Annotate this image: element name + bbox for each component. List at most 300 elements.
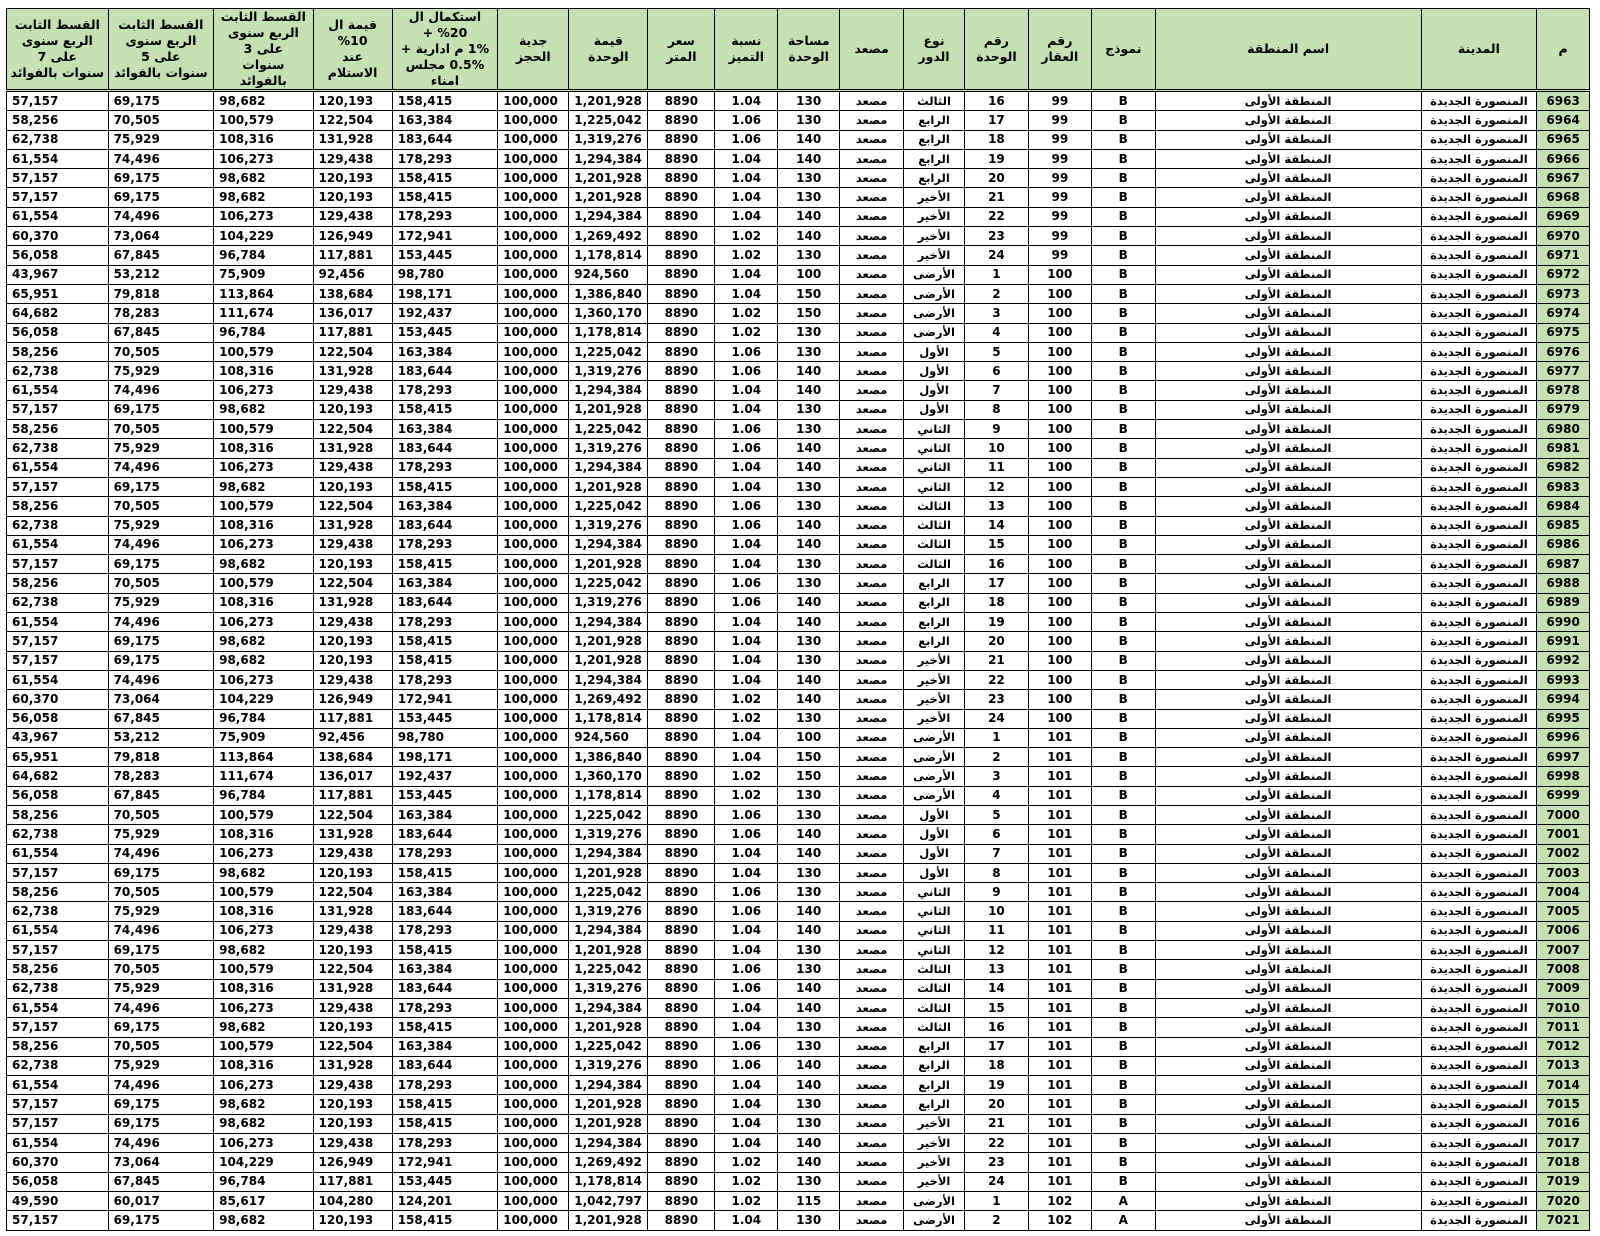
cell-unit-area: 130 [778,323,840,342]
cell-unit-value: 1,360,170 [569,304,648,323]
cell-model: B [1091,535,1155,554]
cell-unit-number: 5 [964,805,1028,824]
cell-unit-area: 130 [778,420,840,439]
cell-installment-7-years: 57,157 [7,651,109,670]
cell-area-name: المنطقة الأولى [1155,439,1421,458]
cell-unit-number: 17 [964,1037,1028,1056]
cell-elevator: مصعد [840,613,904,632]
cell-floor-type: الثاني [904,941,965,960]
cell-meter-price: 8890 [648,1018,715,1037]
cell-unit-area: 140 [778,130,840,149]
cell-handover-payment: 120,193 [313,1114,392,1133]
cell-unit-value: 1,269,492 [569,1153,648,1172]
cell-completion-payment: 158,415 [392,1211,498,1230]
cell-model: B [1091,1095,1155,1114]
cell-model: B [1091,921,1155,940]
cell-model: B [1091,111,1155,130]
cell-premium-ratio: 1.02 [715,246,778,265]
cell-completion-payment: 163,384 [392,960,498,979]
cell-completion-payment: 158,415 [392,1018,498,1037]
cell-installment-7-years: 64,682 [7,767,109,786]
cell-booking-deposit: 100,000 [498,1134,569,1153]
cell-elevator: مصعد [840,1153,904,1172]
cell-area-name: المنطقة الأولى [1155,767,1421,786]
cell-completion-payment: 163,384 [392,1037,498,1056]
cell-floor-type: الأخير [904,207,965,226]
cell-installment-3-years: 100,579 [214,342,313,361]
cell-handover-payment: 120,193 [313,555,392,574]
cell-unit-value: 1,225,042 [569,342,648,361]
cell-handover-payment: 131,928 [313,593,392,612]
cell-premium-ratio: 1.02 [715,1153,778,1172]
cell-row-number: 6996 [1537,728,1590,747]
cell-city: المنصورة الجديدة [1421,767,1537,786]
table-row [7,1037,1590,1056]
cell-booking-deposit: 100,000 [498,863,569,882]
cell-completion-payment: 178,293 [392,844,498,863]
cell-handover-payment: 120,193 [313,632,392,651]
cell-unit-area: 130 [778,342,840,361]
cell-row-number: 6964 [1537,111,1590,130]
cell-unit-value: 1,178,814 [569,1172,648,1191]
cell-handover-payment: 120,193 [313,941,392,960]
cell-installment-3-years: 106,273 [214,381,313,400]
cell-unit-area: 130 [778,1114,840,1133]
cell-property-number: 101 [1028,863,1091,882]
table-row [7,593,1590,612]
cell-installment-5-years: 70,505 [108,805,214,824]
cell-booking-deposit: 100,000 [498,728,569,747]
cell-completion-payment: 124,201 [392,1191,498,1210]
cell-row-number: 6967 [1537,169,1590,188]
cell-area-name: المنطقة الأولى [1155,728,1421,747]
cell-handover-payment: 131,928 [313,516,392,535]
cell-row-number: 7008 [1537,960,1590,979]
cell-model: B [1091,169,1155,188]
cell-installment-7-years: 58,256 [7,420,109,439]
cell-installment-7-years: 65,951 [7,284,109,303]
cell-installment-7-years: 58,256 [7,1037,109,1056]
cell-floor-type: الأرضى [904,786,965,805]
cell-unit-area: 150 [778,304,840,323]
cell-installment-3-years: 96,784 [214,1172,313,1191]
cell-city: المنصورة الجديدة [1421,786,1537,805]
cell-completion-payment: 158,415 [392,400,498,419]
cell-booking-deposit: 100,000 [498,1076,569,1095]
cell-installment-7-years: 57,157 [7,477,109,496]
cell-meter-price: 8890 [648,1153,715,1172]
cell-city: المنصورة الجديدة [1421,1191,1537,1210]
cell-floor-type: الأخير [904,1153,965,1172]
cell-unit-area: 130 [778,477,840,496]
cell-installment-7-years: 57,157 [7,863,109,882]
cell-city: المنصورة الجديدة [1421,1172,1537,1191]
cell-meter-price: 8890 [648,91,715,111]
cell-floor-type: الأول [904,825,965,844]
cell-installment-3-years: 104,229 [214,690,313,709]
cell-unit-number: 17 [964,574,1028,593]
cell-handover-payment: 131,928 [313,825,392,844]
cell-booking-deposit: 100,000 [498,883,569,902]
cell-city: المنصورة الجديدة [1421,265,1537,284]
cell-row-number: 7018 [1537,1153,1590,1172]
cell-unit-value: 1,360,170 [569,767,648,786]
cell-completion-payment: 153,445 [392,1172,498,1191]
table-row [7,477,1590,496]
cell-city: المنصورة الجديدة [1421,516,1537,535]
cell-unit-number: 6 [964,362,1028,381]
cell-unit-value: 1,319,276 [569,825,648,844]
cell-model: B [1091,420,1155,439]
cell-handover-payment: 122,504 [313,497,392,516]
cell-handover-payment: 129,438 [313,613,392,632]
cell-completion-payment: 153,445 [392,786,498,805]
cell-row-number: 6998 [1537,767,1590,786]
cell-premium-ratio: 1.04 [715,728,778,747]
cell-booking-deposit: 100,000 [498,304,569,323]
cell-unit-number: 4 [964,786,1028,805]
cell-meter-price: 8890 [648,342,715,361]
cell-installment-3-years: 98,682 [214,1114,313,1133]
column-header-installment-3-years: القسط الثابت الربع سنوى على 3 سنوات بالفوائد [214,9,313,91]
cell-floor-type: الثاني [904,902,965,921]
cell-booking-deposit: 100,000 [498,362,569,381]
cell-city: المنصورة الجديدة [1421,555,1537,574]
table-row [7,786,1590,805]
cell-completion-payment: 158,415 [392,477,498,496]
cell-property-number: 100 [1028,670,1091,689]
cell-row-number: 7020 [1537,1191,1590,1210]
cell-unit-area: 140 [778,149,840,168]
cell-installment-7-years: 57,157 [7,1095,109,1114]
cell-installment-7-years: 62,738 [7,593,109,612]
cell-unit-number: 2 [964,1211,1028,1230]
table-row [7,1153,1590,1172]
cell-completion-payment: 183,644 [392,516,498,535]
cell-installment-5-years: 78,283 [108,304,214,323]
table-row [7,246,1590,265]
cell-row-number: 6974 [1537,304,1590,323]
cell-handover-payment: 117,881 [313,709,392,728]
cell-installment-3-years: 98,682 [214,1018,313,1037]
cell-premium-ratio: 1.06 [715,130,778,149]
cell-city: المنصورة الجديدة [1421,574,1537,593]
cell-handover-payment: 120,193 [313,169,392,188]
cell-unit-number: 16 [964,555,1028,574]
cell-booking-deposit: 100,000 [498,1191,569,1210]
cell-installment-5-years: 74,496 [108,921,214,940]
cell-elevator: مصعد [840,670,904,689]
cell-installment-7-years: 60,370 [7,227,109,246]
cell-installment-3-years: 98,682 [214,169,313,188]
cell-floor-type: الأخير [904,651,965,670]
cell-elevator: مصعد [840,111,904,130]
cell-floor-type: الأول [904,863,965,882]
cell-unit-value: 1,225,042 [569,497,648,516]
cell-installment-3-years: 108,316 [214,439,313,458]
cell-area-name: المنطقة الأولى [1155,960,1421,979]
cell-model: B [1091,304,1155,323]
cell-installment-7-years: 61,554 [7,670,109,689]
cell-unit-number: 24 [964,246,1028,265]
cell-unit-value: 1,178,814 [569,323,648,342]
cell-area-name: المنطقة الأولى [1155,844,1421,863]
cell-floor-type: الثالث [904,555,965,574]
cell-elevator: مصعد [840,825,904,844]
table-row [7,265,1590,284]
cell-unit-number: 13 [964,497,1028,516]
cell-completion-payment: 163,384 [392,805,498,824]
cell-installment-7-years: 62,738 [7,1056,109,1075]
cell-unit-number: 23 [964,227,1028,246]
cell-row-number: 7009 [1537,979,1590,998]
cell-installment-3-years: 75,909 [214,728,313,747]
cell-meter-price: 8890 [648,362,715,381]
cell-unit-value: 1,201,928 [569,1211,648,1230]
cell-unit-value: 1,201,928 [569,1095,648,1114]
cell-floor-type: الأرضى [904,728,965,747]
cell-installment-3-years: 106,273 [214,670,313,689]
cell-model: B [1091,613,1155,632]
cell-area-name: المنطقة الأولى [1155,941,1421,960]
cell-completion-payment: 163,384 [392,883,498,902]
cell-model: B [1091,130,1155,149]
cell-handover-payment: 120,193 [313,1018,392,1037]
cell-property-number: 101 [1028,1114,1091,1133]
cell-area-name: المنطقة الأولى [1155,786,1421,805]
cell-handover-payment: 122,504 [313,1037,392,1056]
cell-area-name: المنطقة الأولى [1155,420,1421,439]
cell-unit-area: 130 [778,960,840,979]
cell-unit-number: 20 [964,1095,1028,1114]
cell-city: المنصورة الجديدة [1421,632,1537,651]
cell-premium-ratio: 1.04 [715,381,778,400]
cell-row-number: 7013 [1537,1056,1590,1075]
cell-installment-3-years: 106,273 [214,458,313,477]
cell-area-name: المنطقة الأولى [1155,1134,1421,1153]
column-header-property-number: رقم العقار [1028,9,1091,91]
cell-completion-payment: 158,415 [392,1095,498,1114]
cell-completion-payment: 183,644 [392,902,498,921]
cell-meter-price: 8890 [648,960,715,979]
cell-row-number: 6968 [1537,188,1590,207]
cell-installment-3-years: 106,273 [214,844,313,863]
cell-handover-payment: 138,684 [313,284,392,303]
cell-meter-price: 8890 [648,555,715,574]
cell-unit-area: 130 [778,497,840,516]
cell-property-number: 100 [1028,265,1091,284]
cell-row-number: 7016 [1537,1114,1590,1133]
cell-handover-payment: 129,438 [313,149,392,168]
cell-elevator: مصعد [840,1134,904,1153]
cell-handover-payment: 117,881 [313,1172,392,1191]
cell-handover-payment: 136,017 [313,304,392,323]
cell-area-name: المنطقة الأولى [1155,130,1421,149]
cell-property-number: 100 [1028,381,1091,400]
cell-property-number: 100 [1028,284,1091,303]
cell-unit-number: 1 [964,1191,1028,1210]
cell-floor-type: الأخير [904,690,965,709]
cell-installment-7-years: 56,058 [7,786,109,805]
cell-model: B [1091,632,1155,651]
cell-meter-price: 8890 [648,188,715,207]
cell-installment-5-years: 75,929 [108,516,214,535]
cell-city: المنصورة الجديدة [1421,362,1537,381]
cell-model: B [1091,960,1155,979]
cell-handover-payment: 120,193 [313,651,392,670]
cell-model: B [1091,227,1155,246]
cell-property-number: 101 [1028,1153,1091,1172]
cell-unit-value: 1,225,042 [569,805,648,824]
cell-property-number: 100 [1028,439,1091,458]
cell-meter-price: 8890 [648,728,715,747]
cell-area-name: المنطقة الأولى [1155,690,1421,709]
cell-model: B [1091,1153,1155,1172]
cell-installment-3-years: 111,674 [214,767,313,786]
cell-booking-deposit: 100,000 [498,709,569,728]
cell-unit-number: 21 [964,651,1028,670]
cell-meter-price: 8890 [648,227,715,246]
cell-area-name: المنطقة الأولى [1155,1018,1421,1037]
cell-area-name: المنطقة الأولى [1155,825,1421,844]
cell-property-number: 99 [1028,188,1091,207]
cell-booking-deposit: 100,000 [498,265,569,284]
cell-property-number: 100 [1028,709,1091,728]
cell-installment-5-years: 79,818 [108,284,214,303]
cell-unit-area: 140 [778,998,840,1017]
cell-installment-7-years: 61,554 [7,1076,109,1095]
cell-row-number: 6994 [1537,690,1590,709]
cell-model: B [1091,477,1155,496]
cell-completion-payment: 158,415 [392,188,498,207]
cell-installment-7-years: 61,554 [7,998,109,1017]
cell-row-number: 6990 [1537,613,1590,632]
cell-meter-price: 8890 [648,1114,715,1133]
cell-row-number: 6988 [1537,574,1590,593]
cell-property-number: 102 [1028,1191,1091,1210]
cell-unit-value: 1,294,384 [569,1134,648,1153]
cell-handover-payment: 120,193 [313,1211,392,1230]
cell-unit-area: 140 [778,458,840,477]
cell-property-number: 101 [1028,979,1091,998]
cell-completion-payment: 172,941 [392,1153,498,1172]
cell-row-number: 6997 [1537,748,1590,767]
cell-unit-value: 1,294,384 [569,613,648,632]
cell-unit-area: 140 [778,1056,840,1075]
cell-property-number: 102 [1028,1211,1091,1230]
cell-booking-deposit: 100,000 [498,1153,569,1172]
cell-elevator: مصعد [840,227,904,246]
cell-property-number: 99 [1028,227,1091,246]
cell-area-name: المنطقة الأولى [1155,207,1421,226]
cell-premium-ratio: 1.06 [715,1037,778,1056]
cell-area-name: المنطقة الأولى [1155,883,1421,902]
cell-property-number: 100 [1028,477,1091,496]
cell-model: B [1091,188,1155,207]
cell-model: B [1091,941,1155,960]
cell-installment-5-years: 69,175 [108,477,214,496]
cell-completion-payment: 178,293 [392,149,498,168]
table-row [7,1018,1590,1037]
cell-booking-deposit: 100,000 [498,458,569,477]
cell-model: B [1091,381,1155,400]
cell-completion-payment: 172,941 [392,227,498,246]
cell-city: المنصورة الجديدة [1421,304,1537,323]
cell-meter-price: 8890 [648,651,715,670]
cell-unit-number: 23 [964,690,1028,709]
cell-property-number: 99 [1028,207,1091,226]
table-row [7,825,1590,844]
cell-unit-value: 924,560 [569,265,648,284]
cell-unit-value: 1,201,928 [569,188,648,207]
cell-row-number: 6976 [1537,342,1590,361]
cell-elevator: مصعد [840,323,904,342]
cell-model: B [1091,979,1155,998]
cell-installment-5-years: 69,175 [108,632,214,651]
cell-installment-5-years: 69,175 [108,91,214,111]
cell-handover-payment: 104,280 [313,1191,392,1210]
cell-completion-payment: 158,415 [392,651,498,670]
cell-floor-type: الأخير [904,188,965,207]
cell-installment-7-years: 62,738 [7,439,109,458]
cell-unit-area: 140 [778,207,840,226]
cell-unit-area: 100 [778,265,840,284]
cell-property-number: 100 [1028,342,1091,361]
cell-model: B [1091,825,1155,844]
cell-premium-ratio: 1.02 [715,786,778,805]
cell-premium-ratio: 1.04 [715,91,778,111]
cell-elevator: مصعد [840,400,904,419]
cell-installment-5-years: 70,505 [108,420,214,439]
cell-premium-ratio: 1.04 [715,477,778,496]
cell-unit-area: 140 [778,362,840,381]
cell-installment-7-years: 65,951 [7,748,109,767]
cell-row-number: 6983 [1537,477,1590,496]
cell-premium-ratio: 1.02 [715,1191,778,1210]
cell-area-name: المنطقة الأولى [1155,342,1421,361]
cell-model: B [1091,902,1155,921]
cell-unit-value: 1,201,928 [569,1114,648,1133]
cell-installment-7-years: 56,058 [7,246,109,265]
cell-installment-7-years: 58,256 [7,342,109,361]
column-header-installment-5-years: القسط الثابت الربع سنوى على 5 سنوات بالفوائد [108,9,214,91]
cell-installment-7-years: 64,682 [7,304,109,323]
cell-floor-type: الأخير [904,1134,965,1153]
cell-installment-5-years: 70,505 [108,883,214,902]
cell-area-name: المنطقة الأولى [1155,1076,1421,1095]
cell-city: المنصورة الجديدة [1421,979,1537,998]
cell-elevator: مصعد [840,1076,904,1095]
cell-meter-price: 8890 [648,323,715,342]
cell-unit-number: 19 [964,1076,1028,1095]
cell-model: A [1091,1191,1155,1210]
cell-premium-ratio: 1.04 [715,1114,778,1133]
cell-installment-3-years: 104,229 [214,227,313,246]
cell-unit-number: 15 [964,535,1028,554]
cell-row-number: 7011 [1537,1018,1590,1037]
cell-area-name: المنطقة الأولى [1155,497,1421,516]
cell-installment-3-years: 100,579 [214,111,313,130]
cell-floor-type: الثالث [904,535,965,554]
cell-city: المنصورة الجديدة [1421,825,1537,844]
cell-booking-deposit: 100,000 [498,593,569,612]
cell-unit-area: 130 [778,883,840,902]
cell-installment-7-years: 60,370 [7,1153,109,1172]
cell-booking-deposit: 100,000 [498,323,569,342]
cell-completion-payment: 198,171 [392,284,498,303]
cell-installment-5-years: 74,496 [108,844,214,863]
cell-unit-area: 140 [778,535,840,554]
